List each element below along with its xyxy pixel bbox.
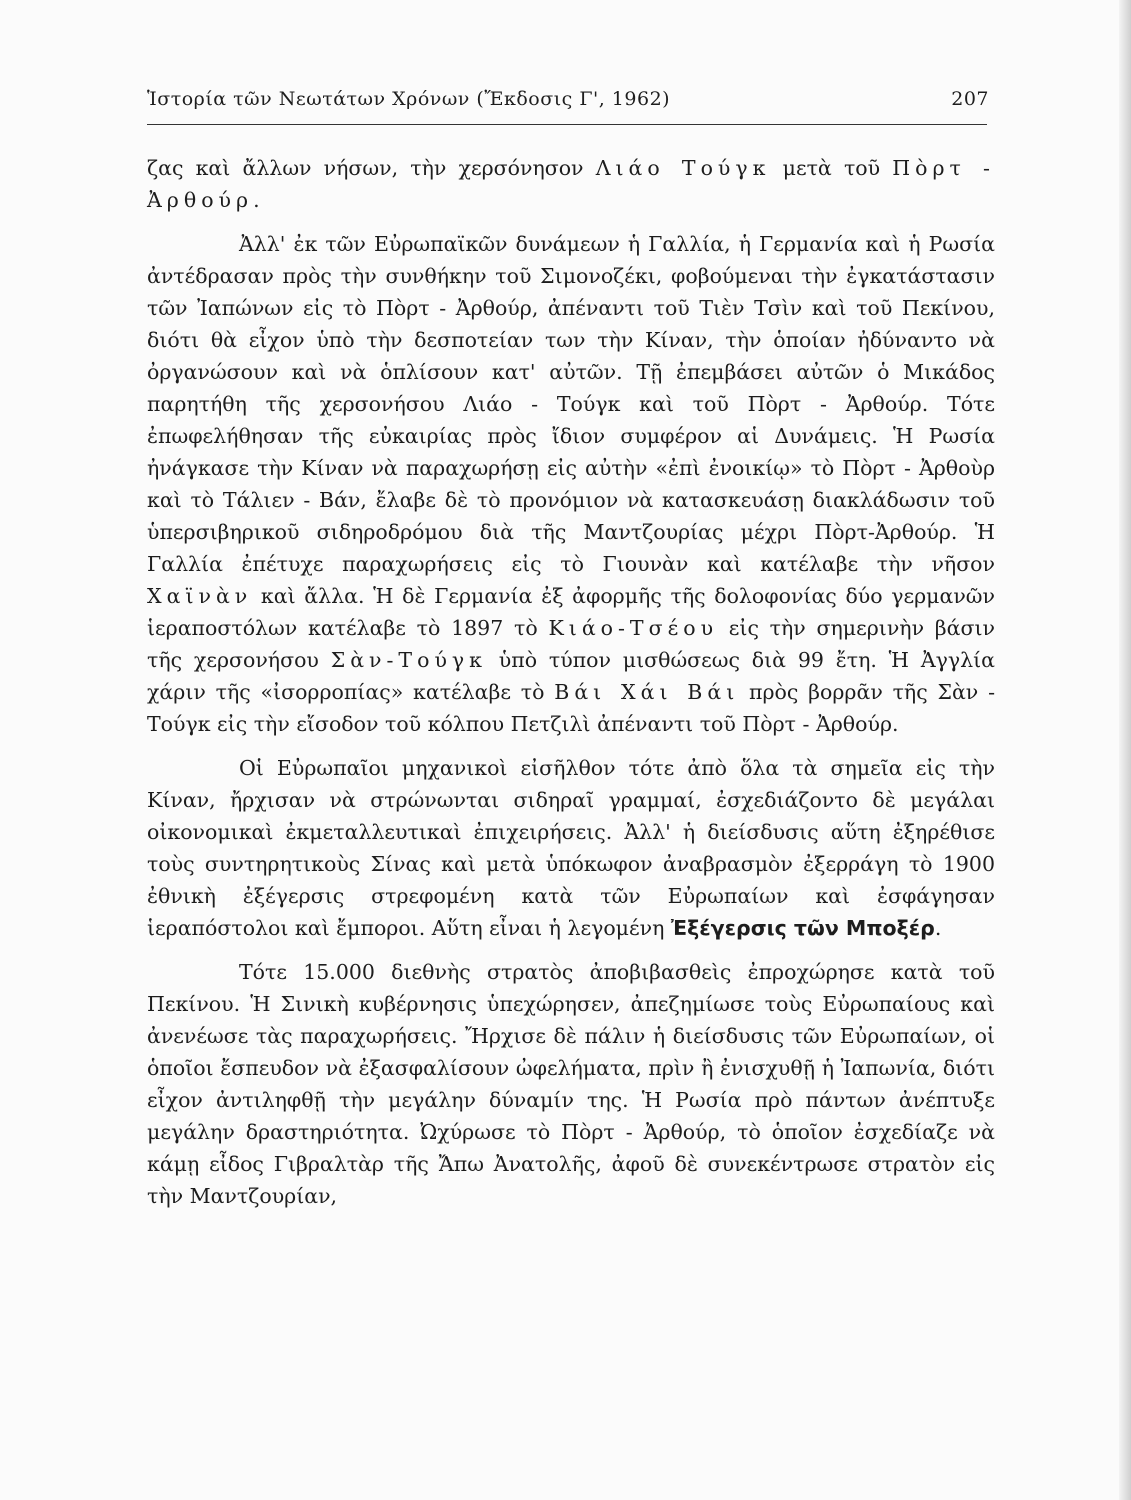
text-run: πρὸς βορρᾶν τῆς Σὰν - Τούγκ εἰς τὴν εἴσοδον τοῦ κόλπου Πετζιλὶ ἀπέναντι τοῦ Πὸρτ - Ἀρθούρ. — [147, 680, 995, 736]
paragraph-3 — [147, 752, 995, 944]
text-run: . — [253, 188, 260, 212]
text-run: . — [934, 916, 942, 940]
text-run: μετὰ τοῦ — [770, 156, 893, 180]
spaced-place-name: Βάι Χάι Βάι — [554, 680, 740, 704]
spaced-place-name: Σὰν-Τούγκ — [330, 648, 487, 672]
text-run: εἰς τὴν σημερινὴν βάσιν τῆς χερσονήσου — [147, 616, 995, 672]
page-number: 207 — [951, 88, 989, 110]
spaced-place-name: Κιάο-Τσέου — [548, 616, 719, 640]
text-run: ζας καὶ ἄλλων νήσων, τὴν χερσόνησον — [147, 156, 596, 180]
bold-term: Ἐξέγερσις τῶν Μποξέρ — [670, 916, 935, 940]
spaced-place-name: Χαϊνὰν — [147, 584, 253, 608]
text-run: Τότε 15.000 διεθνὴς στρατὸς ἀποβιβασθεὶς ἐπροχώρησε κατὰ τοῦ Πεκίνου. Ἡ Σινικὴ κυβέρνησις ὑπεχώρησεν, ἀπεζημίωσε τοὺς Εὐρωπαίους καὶ ἀνενέωσε τὰς παραχωρήσεις. Ἤρχισε δὲ πάλιν ἡ διείσδυσις τῶν Εὐρωπαίων, οἱ ὁποῖοι ἔσπευδον νὰ ἐξασφαλίσουν ὠφελήματα, πρὶν ἢ ἐνισχυθῇ ἡ Ἰαπωνία, διότι εἶχον ἀντιληφθῇ τὴν μεγάλην δύναμίν της. Ἡ Ρωσία πρὸ πάντων ἀνέπτυξε μεγάλην δραστηριότητα. Ὠχύρωσε τὸ Πὸρτ - Ἀρθούρ, τὸ ὁποῖον ἐσχεδίαζε νὰ κάμῃ εἶδος Γιβραλτὰρ τῆς Ἄπω Ἀνατολῆς, ἀφοῦ δὲ συνεκέντρωσε στρατὸν εἰς τὴν Μαντζουρίαν, — [147, 960, 995, 1208]
text-run: Ἀλλ' ἐκ τῶν Εὐρωπαϊκῶν δυνάμεων ἡ Γαλλία, ἡ Γερμανία καὶ ἡ Ρωσία ἀντέδρασαν πρὸς τὴν συνθήκην τοῦ Σιμονοζέκι, φοβούμεναι τὴν ἐγκατάστασιν τῶν Ἰαπώνων εἰς τὸ Πὸρτ - Ἀρθούρ, ἀπέναντι τοῦ Τιὲν Τσὶν καὶ τοῦ Πεκίνου, διότι θὰ εἶχον ὑπὸ τὴν δεσποτείαν των τὴν Κίναν, τὴν ὁποίαν ἠδύναντο νὰ ὀργανώσουν καὶ νὰ ὁπλίσουν κατ' αὐτῶν. Τῇ ἐπεμβάσει αὐτῶν ὁ Μικάδος παρητήθη τῆς χερσονήσου Λιάο - Τούγκ καὶ τοῦ Πὸρτ - Ἀρθούρ. Τότε ἐπωφελήθησαν τῆς εὐκαιρίας πρὸς ἴδιον συμφέρον αἱ Δυνάμεις. Ἡ Ρωσία ἠνάγκασε τὴν Κίναν νὰ παραχωρήσῃ εἰς αὐτὴν «ἐπὶ ἐνοικίῳ» τὸ Πὸρτ - Ἀρθοὺρ καὶ τὸ Τάλιεν - Βάν, ἔλαβε δὲ τὸ προνόμιον νὰ κατασκευάσῃ διακλάδωσιν τοῦ ὑπερσιβηρικοῦ σιδηροδρόμου διὰ τῆς Μαντζουρίας μέχρι Πὸρτ-Ἀρθούρ. Ἡ Γαλλία ἐπέτυχε παραχωρήσεις εἰς τὸ Γιουνὰν καὶ κατέλαβε τὴν νῆσον — [147, 232, 995, 576]
paragraph-1 — [147, 152, 995, 216]
text-run: ὑπὸ τύπον μισθώσεως διὰ 99 ἔτη. Ἡ Ἀγγλία χάριν τῆς «ἰσορροπίας» κατέλαβε τὸ — [147, 648, 996, 704]
text-run: καὶ ἄλλα. Ἡ δὲ Γερμανία ἐξ ἀφορμῆς τῆς δολοφονίας δύο γερμανῶν ἱεραποστόλων κατέλαβε τὸ 1897 τὸ — [147, 584, 995, 640]
text-run: Οἱ Εὐρωπαῖοι μηχανικοὶ εἰσῆλθον τότε ἀπὸ ὅλα τὰ σημεῖα εἰς τὴν Κίναν, ἤρχισαν νὰ στρώνωνται σιδηραῖ γραμμαί, ἐσχεδιάζοντο δὲ μεγάλαι οἰκονομικαὶ ἐκμεταλλευτικαὶ ἐπιχειρήσεις. Ἀλλ' ἡ διείσδυσις αὕτη ἐξηρέθισε τοὺς συντηρητικοὺς Σίνας καὶ μετὰ ὑπόκωφον ἀναβρασμὸν ἐξερράγη τὸ 1900 ἐθνικὴ ἐξέγερσις στρεφομένη κατὰ τῶν Εὐρωπαίων καὶ ἐσφάγησαν ἱεραπόστολοι καὶ ἔμποροι. Αὕτη εἶναι ἡ λεγομένη — [147, 756, 995, 940]
spaced-place-name: Πὸρτ - Ἀρθούρ — [147, 156, 995, 212]
body-text — [147, 152, 995, 1224]
spaced-place-name: Λιάο Τούγκ — [595, 156, 771, 180]
header-rule — [147, 124, 987, 125]
paragraph-4 — [147, 956, 995, 1212]
page-edge-shadow — [1119, 0, 1131, 1500]
running-title: Ἱστορία τῶν Νεωτάτων Χρόνων (Ἔκδοσις Γ', 1962) — [147, 88, 671, 110]
paragraph-2 — [147, 228, 995, 740]
running-header — [147, 88, 989, 110]
